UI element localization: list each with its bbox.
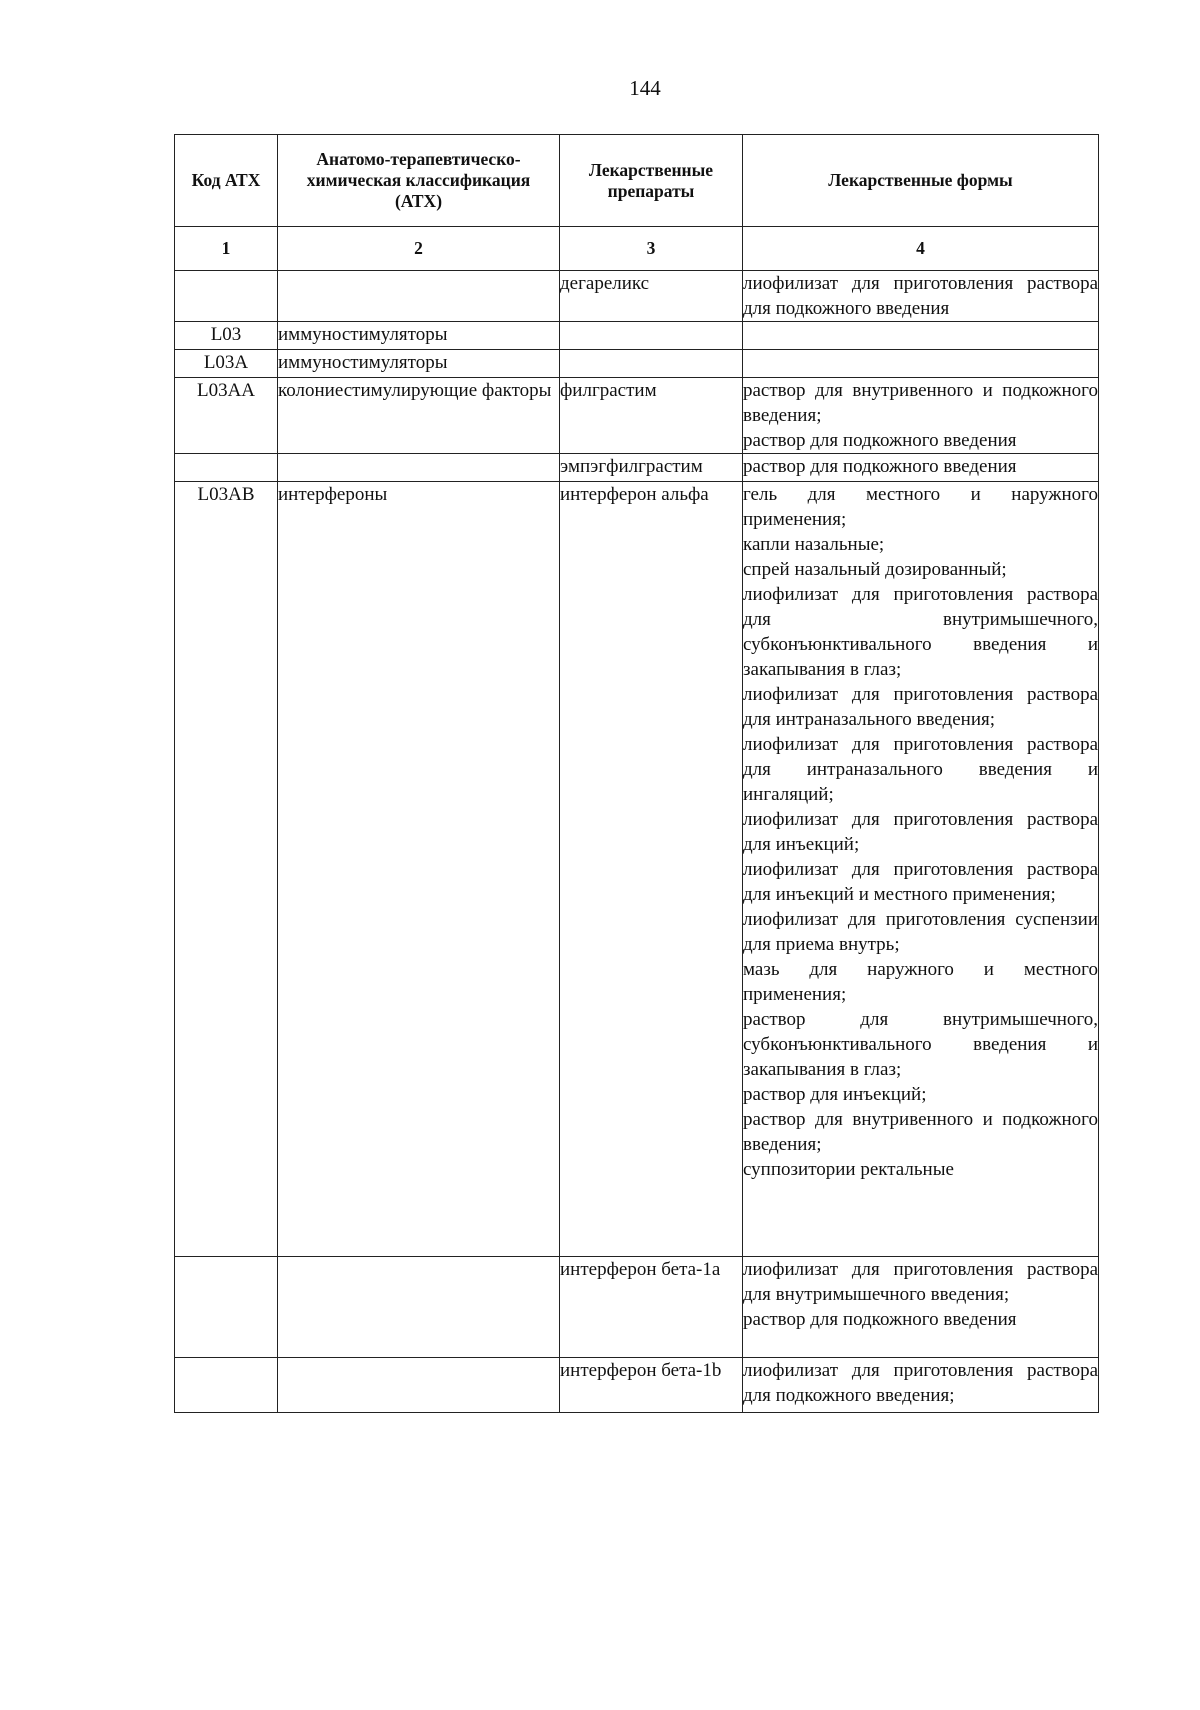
atc-code-cell [175,454,278,482]
dosage-form-item: суппозитории ректальные [743,1159,954,1180]
dosage-form-item: раствор для внутривенного и подкожного введения; [743,380,1098,426]
dosage-forms-cell [743,350,1099,378]
column-number: 3 [560,227,743,271]
dosage-form-item: раствор для внутримышечного, субконъюнктивального введения и закапывания в глаз; [743,1009,1098,1080]
dosage-form-item: лиофилизат для приготовления раствора для внутримышечного, субконъюнктивального введения и закапывания в глаз; [743,584,1098,680]
classification-cell: иммуностимуляторы [278,322,560,350]
dosage-form-item: раствор для внутривенного и подкожного введения; [743,1109,1098,1155]
atc-table [174,134,1099,1413]
drug-cell: интерферон альфа [560,482,743,1257]
column-number: 1 [175,227,278,271]
drug-cell: дегареликс [560,271,743,322]
drug-cell: интерферон бета-1b [560,1358,743,1413]
table-row [175,1257,1099,1358]
drug-cell [560,350,743,378]
drug-cell: филграстим [560,378,743,454]
dosage-form-item: лиофилизат для приготовления суспензии для приема внутрь; [743,909,1098,955]
atc-code-cell [175,1358,278,1413]
dosage-forms-cell [743,482,1099,1257]
dosage-form-item: мазь для наружного и местного применения; [743,959,1098,1005]
table-body [175,271,1099,1413]
atc-code-cell [175,271,278,322]
classification-cell: интерфероны [278,482,560,1257]
atc-code-cell: L03 [175,322,278,350]
dosage-form-item: капли назальные; [743,534,885,555]
dosage-form-item: лиофилизат для приготовления раствора для инъекций и местного применения; [743,859,1098,905]
dosage-form-item: лиофилизат для приготовления раствора для интраназального введения и ингаляций; [743,734,1098,805]
classification-cell: иммуностимуляторы [278,350,560,378]
dosage-forms-cell [743,1257,1099,1358]
table-row [175,322,1099,350]
table-row [175,454,1099,482]
atc-code-cell [175,1257,278,1358]
dosage-form-item: спрей назальный дозированный; [743,559,1007,580]
dosage-form-item: гель для местного и наружного применения; [743,484,1098,530]
table-row [175,1358,1099,1413]
column-number-row [175,227,1099,271]
dosage-form-item: лиофилизат для приготовления раствора для подкожного введения [743,273,1098,319]
dosage-forms-cell [743,454,1099,482]
atc-code-cell: L03AB [175,482,278,1257]
header-classification: Анатомо-терапевтическо-химическая классификация (АТХ) [278,135,560,227]
dosage-forms-cell [743,322,1099,350]
header-dosage-forms: Лекарственные формы [743,135,1099,227]
dosage-forms-cell [743,1358,1099,1413]
atc-code-cell: L03AA [175,378,278,454]
dosage-form-item: раствор для подкожного введения [743,1309,1017,1330]
dosage-form-item: раствор для подкожного введения [743,430,1017,451]
classification-cell [278,271,560,322]
dosage-form-item: лиофилизат для приготовления раствора для внутримышечного введения; [743,1259,1098,1305]
drug-cell [560,322,743,350]
atc-code-cell: L03A [175,350,278,378]
dosage-forms-cell [743,271,1099,322]
column-number: 2 [278,227,560,271]
table-row [175,271,1099,322]
page-number: 144 [629,76,661,100]
drug-cell: интерферон бета-1a [560,1257,743,1358]
dosage-form-item: раствор для инъекций; [743,1084,927,1105]
dosage-form-item: лиофилизат для приготовления раствора для инъекций; [743,809,1098,855]
classification-cell [278,1257,560,1358]
table-row [175,482,1099,1257]
dosage-form-item: лиофилизат для приготовления раствора для интраназального введения; [743,684,1098,730]
column-number: 4 [743,227,1099,271]
dosage-forms-cell [743,378,1099,454]
classification-cell [278,454,560,482]
dosage-form-item: лиофилизат для приготовления раствора для подкожного введения; [743,1360,1098,1406]
header-row [175,135,1099,227]
table-row [175,350,1099,378]
header-drugs: Лекарственные препараты [560,135,743,227]
classification-cell [278,1358,560,1413]
drug-cell: эмпэгфилграстим [560,454,743,482]
header-atc-code: Код АТХ [175,135,278,227]
classification-cell: колониестимулирующие факторы [278,378,560,454]
table-row [175,378,1099,454]
dosage-form-item: раствор для подкожного введения [743,456,1017,477]
